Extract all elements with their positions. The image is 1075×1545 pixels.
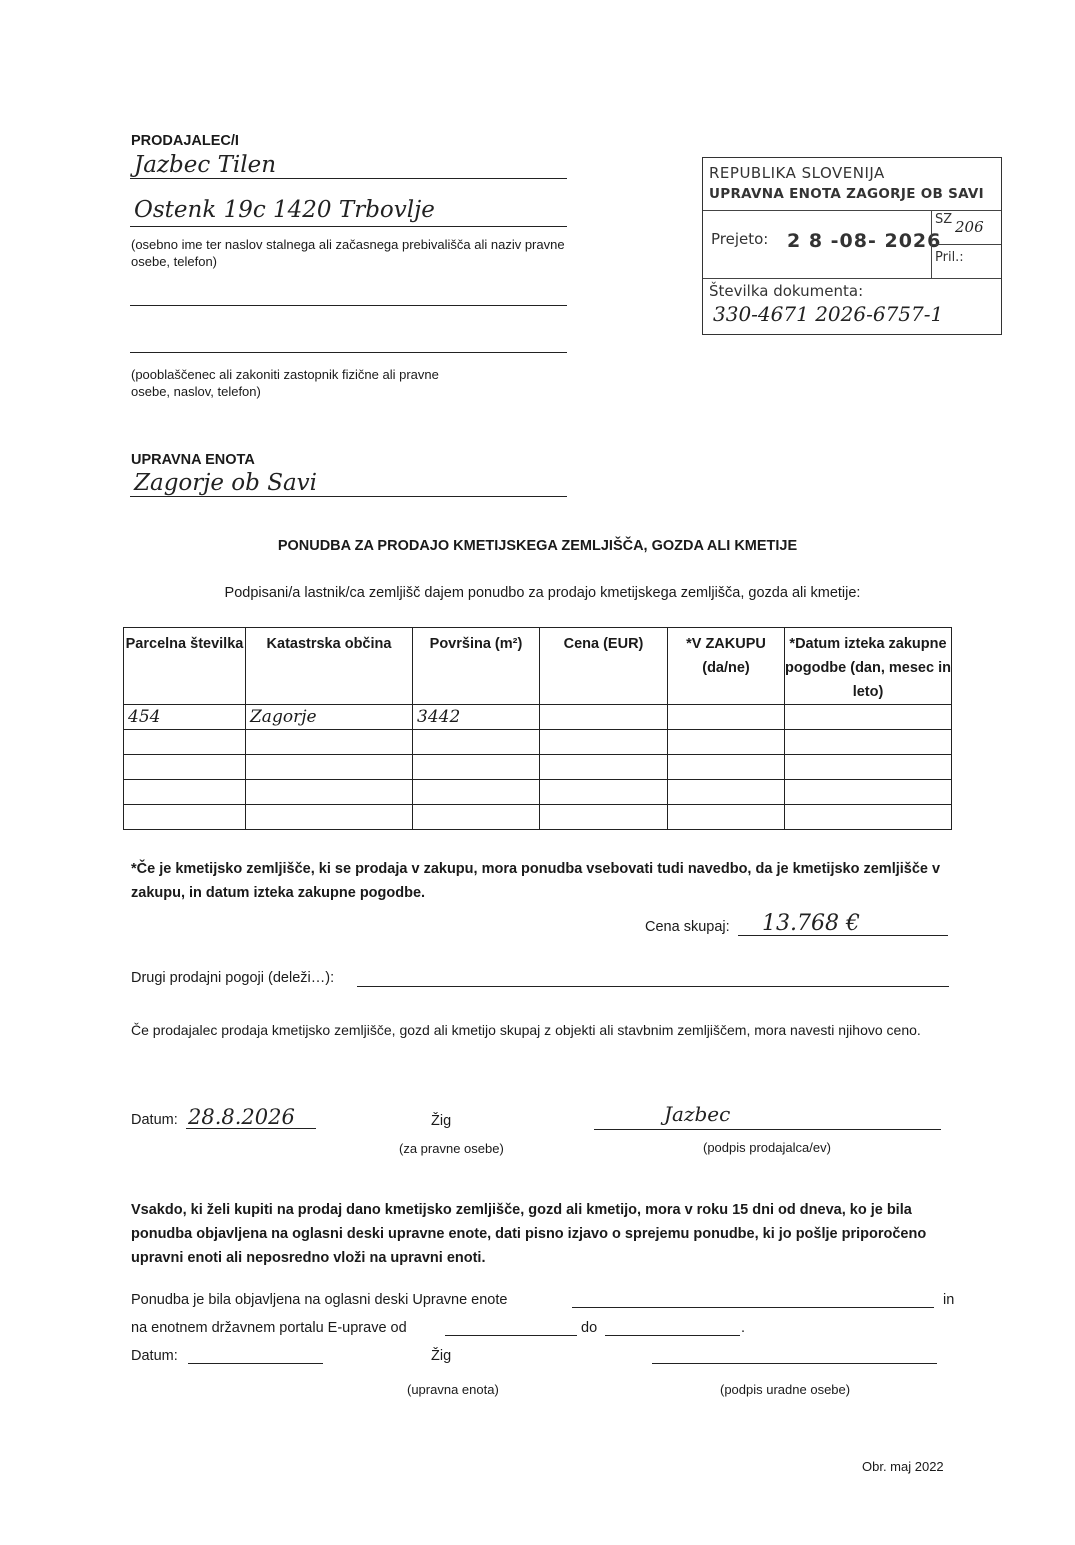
other-terms-line[interactable]	[357, 986, 949, 987]
form-version: Obr. maj 2022	[862, 1459, 944, 1474]
publication-stamp-label: Žig	[431, 1348, 452, 1364]
publication-date-label: Datum:	[131, 1348, 178, 1364]
cell-price[interactable]	[540, 805, 668, 830]
col-lease-expiry: *Datum izteka zakupne pogodbe (dan, mesec in leto)	[785, 628, 952, 705]
publication-from-line[interactable]	[445, 1335, 577, 1336]
col-price: Cena (EUR)	[540, 628, 668, 705]
date-line	[186, 1128, 316, 1129]
other-terms-label: Drugi prodajni pogoji (deleži…):	[131, 970, 335, 986]
stamp-doc-number-label: Številka dokumenta:	[709, 282, 864, 300]
cell-area[interactable]	[413, 780, 540, 805]
col-cadastral-municipality: Katastrska občina	[246, 628, 413, 705]
seller-extra-line[interactable]	[130, 305, 567, 306]
cell-area[interactable]: 3442	[413, 705, 540, 730]
total-value[interactable]: 13.768 €	[762, 911, 860, 936]
form-title: PONUDBA ZA PRODAJO KMETIJSKEGA ZEMLJIŠČA, GOZDA ALI KMETIJE	[277, 538, 798, 554]
cell-municipality[interactable]	[246, 805, 413, 830]
table-row	[124, 755, 952, 780]
col-area: Površina (m²)	[413, 628, 540, 705]
cell-lease-expiry[interactable]	[785, 805, 952, 830]
cell-leased[interactable]	[668, 730, 785, 755]
cell-area[interactable]	[413, 730, 540, 755]
admin-unit-line	[130, 496, 567, 497]
cell-municipality[interactable]: Zagorje	[246, 705, 413, 730]
table-row	[124, 730, 952, 755]
cell-parcel[interactable]	[124, 805, 246, 830]
seller-caption: (osebno ime ter naslov stalnega ali začasnega prebivališča ali naziv pravne osebe, telefon)	[131, 237, 565, 269]
cell-leased[interactable]	[668, 755, 785, 780]
objects-note: Če prodajalec prodaja kmetijsko zemljišče, gozd ali kmetijo skupaj z objekti ali stavbnim zemljiščem, mora navesti njihovo ceno.	[131, 1022, 921, 1038]
cell-parcel[interactable]: 454	[124, 705, 246, 730]
seller-address-line	[130, 226, 567, 227]
publication-stamp-caption: (upravna enota)	[407, 1382, 499, 1397]
stamp-sz-label: SZ	[935, 212, 953, 227]
seller-heading: PRODAJALEC/I	[131, 133, 239, 149]
official-signature-line[interactable]	[652, 1363, 937, 1364]
cell-price[interactable]	[540, 730, 668, 755]
col-parcel-number: Parcelna številka	[124, 628, 246, 705]
table-row	[124, 705, 952, 730]
stamp-received-date: 2 8 -08- 2026	[787, 230, 942, 252]
date-label: Datum:	[131, 1112, 178, 1128]
total-label: Cena skupaj:	[645, 919, 730, 935]
lease-note: *Če je kmetijsko zemljišče, ki se prodaja v zakupu, mora ponudba vsebovati tudi navedbo, da je kmetijsko zemljišče v zakupu, in datum izteka zakupne pogodbe.	[131, 861, 941, 901]
cell-lease-expiry[interactable]	[785, 755, 952, 780]
publication-line2-end: .	[741, 1320, 746, 1336]
cell-leased[interactable]	[668, 805, 785, 830]
col-leased: *V ZAKUPU (da/ne)	[668, 628, 785, 705]
parcel-table	[123, 627, 952, 830]
stamp-caption: (za pravne osebe)	[399, 1141, 504, 1156]
cell-area[interactable]	[413, 755, 540, 780]
cell-price[interactable]	[540, 755, 668, 780]
stamp-unit: UPRAVNA ENOTA ZAGORJE OB SAVI	[709, 186, 985, 202]
seller-signature[interactable]: Jazbec	[664, 1102, 731, 1126]
publication-unit-line[interactable]	[572, 1307, 934, 1308]
publication-line1-label: Ponudba je bila objavljena na oglasni deski Upravne enote	[131, 1292, 508, 1308]
cell-parcel[interactable]	[124, 780, 246, 805]
publication-to-line[interactable]	[605, 1335, 740, 1336]
cell-parcel[interactable]	[124, 755, 246, 780]
stamp-sz-value: 206	[955, 218, 984, 236]
form-intro: Podpisani/a lastnik/ca zemljišč dajem ponudbo za prodajo kmetijskega zemljišča, gozda ali kmetije:	[224, 585, 861, 601]
publication-line1-end: in	[943, 1292, 955, 1308]
stamp-republic: REPUBLIKA SLOVENIJA	[709, 164, 885, 182]
table-row	[124, 805, 952, 830]
agent-caption: (pooblaščenec ali zakoniti zastopnik fizične ali pravne osebe, naslov, telefon)	[131, 367, 439, 399]
publication-line2-label: na enotnem državnem portalu E-uprave od	[131, 1320, 407, 1336]
cell-municipality[interactable]	[246, 755, 413, 780]
cell-price[interactable]	[540, 705, 668, 730]
cell-leased[interactable]	[668, 780, 785, 805]
cell-municipality[interactable]	[246, 730, 413, 755]
stamp-divider-horizontal	[931, 244, 1001, 245]
stamp-doc-number: 330-4671 2026-6757-1	[713, 302, 944, 326]
cell-leased[interactable]	[668, 705, 785, 730]
stamp-attachments-label: Pril.:	[935, 250, 964, 265]
cell-price[interactable]	[540, 780, 668, 805]
stamp-label: Žig	[431, 1113, 452, 1129]
received-stamp	[702, 157, 1002, 335]
cell-area[interactable]	[413, 805, 540, 830]
publication-to-label: do	[581, 1320, 598, 1336]
cell-lease-expiry[interactable]	[785, 705, 952, 730]
buyer-notice: Vsakdo, ki želi kupiti na prodaj dano kmetijsko zemljišče, gozd ali kmetijo, mora v roku 15 dni od dneva, ko je bila ponudba objavljena na oglasni deski upravne enote, dati pisno izjavo o sprejemu ponudbe, ki jo pošlje priporočeno upravni enoti ali neposredno vloži na upravni enoti.	[131, 1202, 927, 1266]
seller-name-field[interactable]: Jazbec Tilen	[134, 152, 277, 178]
agent-line[interactable]	[130, 352, 567, 353]
signature-line	[594, 1129, 941, 1130]
total-line	[738, 935, 948, 936]
admin-unit-heading: UPRAVNA ENOTA	[131, 452, 255, 468]
signature-caption: (podpis prodajalca/ev)	[703, 1140, 831, 1155]
official-signature-caption: (podpis uradne osebe)	[720, 1382, 851, 1397]
cell-lease-expiry[interactable]	[785, 730, 952, 755]
cell-parcel[interactable]	[124, 730, 246, 755]
cell-municipality[interactable]	[246, 780, 413, 805]
stamp-received-label: Prejeto:	[711, 230, 769, 248]
cell-lease-expiry[interactable]	[785, 780, 952, 805]
admin-unit-field[interactable]: Zagorje ob Savi	[134, 470, 318, 496]
publication-date-line[interactable]	[188, 1363, 323, 1364]
date-value[interactable]: 28.8.2026	[188, 1105, 295, 1129]
seller-name-line	[130, 178, 567, 179]
seller-address-field[interactable]: Ostenk 19c 1420 Trbovlje	[134, 197, 435, 223]
table-row	[124, 780, 952, 805]
